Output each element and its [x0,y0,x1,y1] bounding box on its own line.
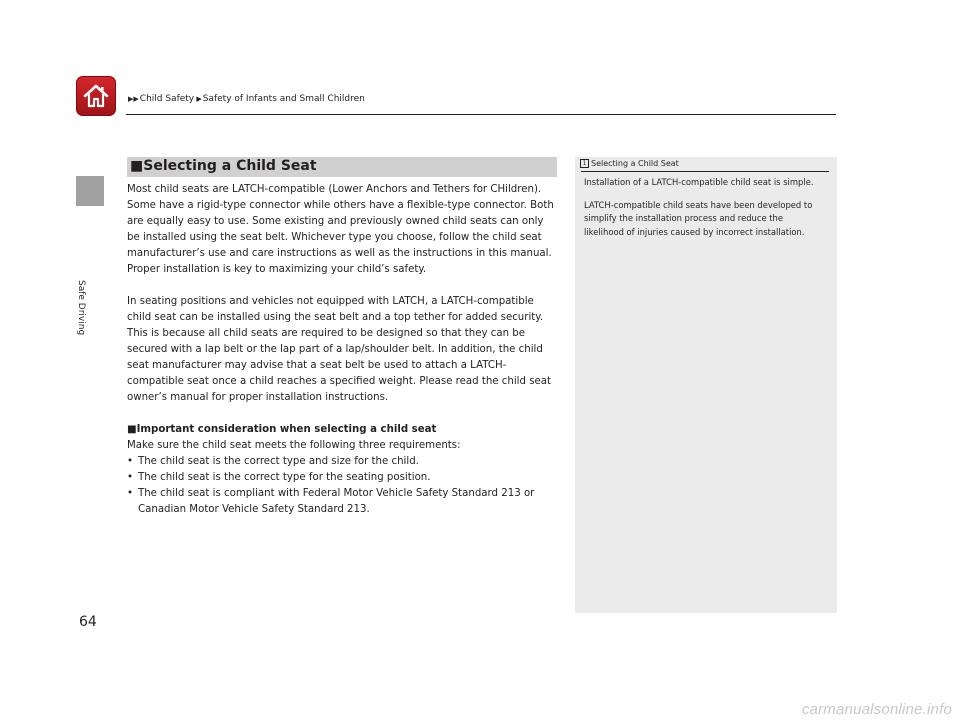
section-tab[interactable] [76,176,104,206]
list-item: • The child seat is the correct type for the seating position. [127,470,559,486]
side-note-divider [581,171,829,172]
watermark: carmanualsonline.info [801,701,952,718]
breadcrumb-arrow-icon: ▶ [194,95,202,103]
home-button[interactable] [76,76,116,116]
section-title: ■Selecting a Child Seat [130,158,317,174]
list-item: • The child seat is the correct type and size for the child. [127,454,559,470]
section-heading-bar [127,157,557,177]
requirements-list [127,454,559,518]
main-content [127,182,559,518]
breadcrumb-arrow-icon: ▶▶ [128,95,139,103]
note-marker-icon: 1 [580,159,589,168]
paragraph: Most child seats are LATCH-compatible (Lower Anchors and Tethers for CHildren). Some have a rigid-type connector while others have a flexible-type connector. Both are equally easy to use. Some existing and previously owned child seats can only be installed using the seat belt. Whichever type you choose, follow the child seat manufacturer’s use and care instructions as well as the instructions in this manual. Proper installation is key to maximizing your child’s safety. [127,184,554,275]
side-note-paragraph: LATCH-compatible child seats have been developed to simplify the installation process and reduce the likelihood of injuries caused by incorrect installation. [584,199,813,237]
home-icon [81,81,111,111]
header-divider [126,114,836,115]
side-note-body [584,176,824,248]
subsection-intro: Make sure the child seat meets the following three requirements: [127,440,461,451]
list-item: • The child seat is compliant with Federal Motor Vehicle Safety Standard 213 or Canadian Motor Vehicle Safety Standard 213. [127,486,559,518]
breadcrumb-item-safety-infants[interactable]: Safety of Infants and Small Children [202,94,365,104]
section-side-label: Safe Driving [76,280,86,336]
side-note-title: 1 Selecting a Child Seat [580,159,679,168]
side-note-box [575,157,837,613]
side-note-paragraph: Installation of a LATCH-compatible child seat is simple. [584,177,814,187]
paragraph: In seating positions and vehicles not equipped with LATCH, a LATCH-compatible child seat can be installed using the seat belt and a top tether for added security. This is because all child seats are required to be designed so that they can be secured with a lap belt or the lap part of a lap/shoulder belt. In addition, the child seat manufacturer may advise that a seat belt be used to attach a LATCH-compatible seat once a child reaches a specified weight. Please read the child seat owner’s manual for proper installation instructions. [127,296,552,403]
page-number: 64 [79,614,97,630]
subsection-heading: ■Important consideration when selecting a child seat [127,424,437,435]
breadcrumb [128,94,365,104]
breadcrumb-item-child-safety[interactable]: Child Safety [139,94,195,104]
